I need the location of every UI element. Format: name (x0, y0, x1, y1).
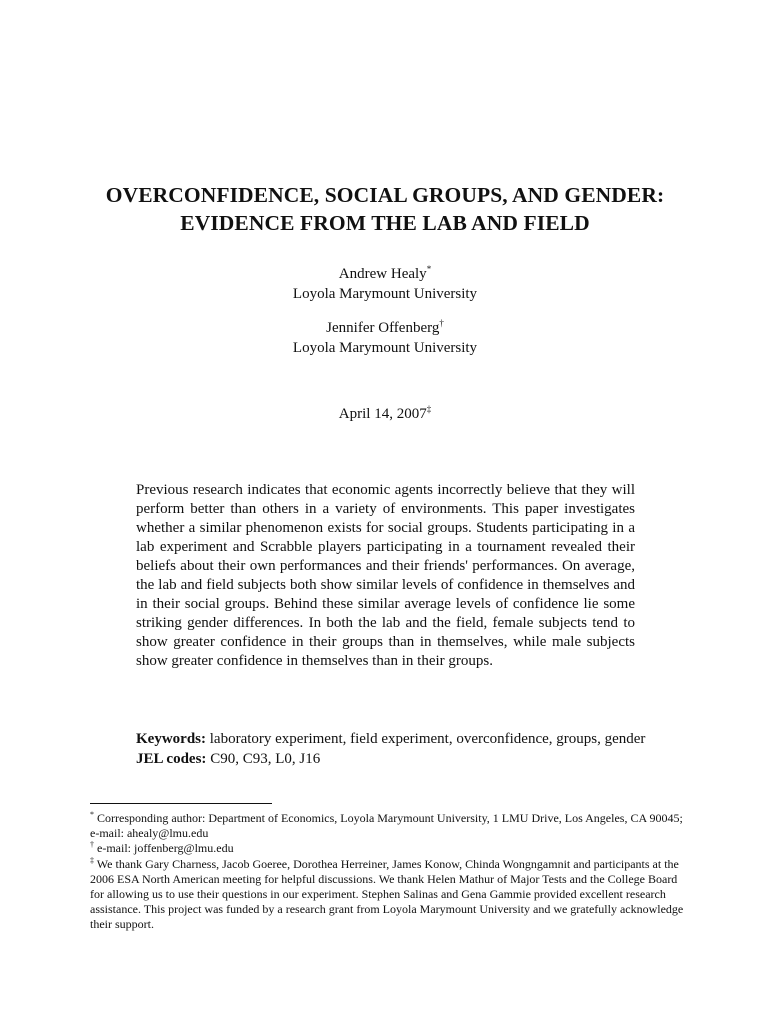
author-offenberg (0, 318, 770, 358)
footnotes (90, 811, 684, 933)
date-text: April 14, 2007 (338, 406, 427, 422)
footnote-text: Corresponding author: Department of Economics, Loyola Marymount University, 1 LMU Drive, Los Angeles, CA 90045; e-mail: ahealy@lmu.edu (90, 811, 683, 841)
footnote-divider (90, 803, 272, 804)
keywords-value: laboratory experiment, field experiment, overconfidence, groups, gender (209, 731, 646, 747)
keywords-label: Keywords: (136, 731, 206, 747)
footnote-corresponding (90, 811, 684, 841)
footnote-acknowledgements (90, 857, 684, 933)
keywords-row (136, 729, 676, 749)
footnote-mark: † (90, 840, 94, 850)
author-affiliation: Loyola Marymount University (292, 340, 478, 356)
jel-row (136, 749, 676, 769)
author-affiliation: Loyola Marymount University (292, 286, 478, 302)
author-footnote-mark: * (426, 264, 432, 274)
author-name: Andrew Healy (338, 266, 427, 282)
abstract: Previous research indicates that economic agents incorrectly believe that they will perform better than others in a variety of environments. This paper investigates whether a similar phenomenon exists for social groups. Students participating in a lab experiment and Scrabble players participating in a tournament revealed their beliefs about their own performances and their friends' performances. On average, the lab and field subjects both show similar levels of confidence in themselves and in their social groups. Behind these similar average levels of confidence lie some striking gender differences. In both the lab and the field, female subjects tend to show greater confidence in their groups than in themselves, while male subjects show greater confidence in themselves than in their groups. (136, 482, 635, 669)
paper-title (0, 181, 770, 237)
paper-date (0, 404, 770, 424)
title-line-1: OVERCONFIDENCE, SOCIAL GROUPS, AND GENDER: (105, 183, 665, 207)
date-footnote-mark: ‡ (426, 404, 432, 414)
author-healy (0, 264, 770, 304)
keywords-block (136, 729, 676, 769)
author-footnote-mark: † (439, 318, 444, 328)
footnote-email (90, 841, 684, 856)
footnote-text: e-mail: joffenberg@lmu.edu (97, 841, 234, 856)
title-line-2: EVIDENCE FROM THE LAB AND FIELD (180, 211, 590, 235)
footnote-mark: * (90, 810, 94, 819)
jel-label: JEL codes: (136, 751, 207, 767)
author-name: Jennifer Offenberg (326, 320, 440, 336)
footnote-text: We thank Gary Charness, Jacob Goeree, Dorothea Herreiner, James Konow, Chinda Wongngamnit and participants at the 2006 ESA North American meeting for helpful discussions. We thank Helen Mathur of Major Tests and the College Board for allowing us to use their questions in our experiment. Stephen Salinas and Gena Gammie provided excellent research assistance. This project was funded by a research grant from Loyola Marymount University and we gratefully acknowledge their support. (90, 856, 684, 932)
footnote-mark: ‡ (90, 855, 94, 865)
jel-value: C90, C93, L0, J16 (210, 751, 321, 767)
